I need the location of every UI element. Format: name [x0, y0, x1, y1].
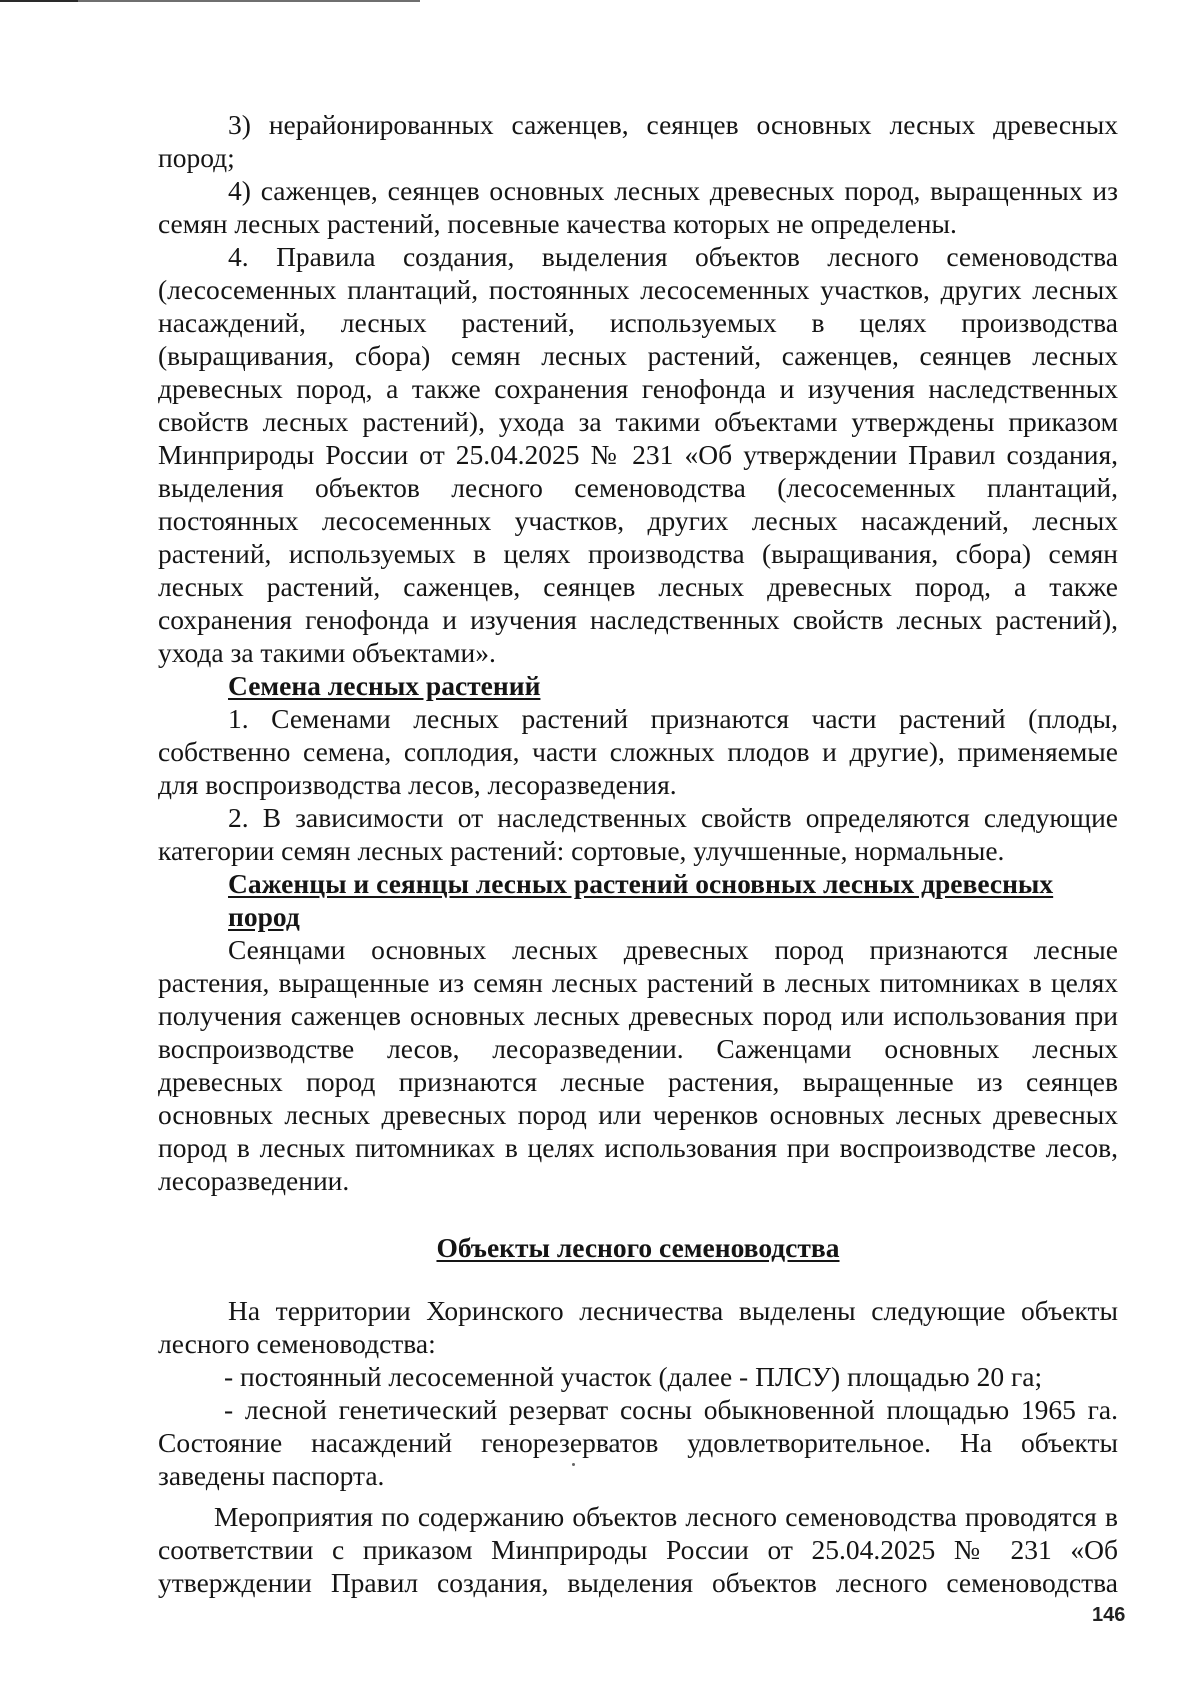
page-number: 146	[1092, 1604, 1126, 1626]
seedlings-heading: Саженцы и сеянцы лесных растений основных лесных древесных пород	[228, 868, 1054, 932]
objects-item-plsu: - постоянный лесосеменной участок (далее - ПЛСУ) площадью 20 га;	[224, 1361, 1043, 1392]
scan-top-edge-dark	[0, 0, 78, 2]
section-spacer	[158, 1197, 1118, 1231]
seeds-heading: Семена лесных растений	[228, 670, 541, 701]
objects-intro: На территории Хоринского лесничества выделены следующие объекты лесного семеноводства:	[158, 1295, 1118, 1359]
list-item-3: 3) нерайонированных саженцев, сеянцев основных лесных древесных пород;	[158, 109, 1118, 173]
measures-paragraph: Мероприятия по содержанию объектов лесного семеноводства проводятся в соответствии с приказом Минприроды России от 25.04.2025 № 231 «Об утверждении Правил создания, выделения объектов лесного семеноводства	[158, 1501, 1118, 1598]
list-item-4: 4) саженцев, сеянцев основных лесных древесных пород, выращенных из семян лесных растений, посевные качества которых не определены.	[158, 175, 1118, 239]
section-spacer	[158, 1264, 1118, 1294]
rules-paragraph: 4. Правила создания, выделения объектов лесного семеноводства (лесосеменных плантаций, постоянных лесосеменных участков, других лесных насаждений, лесных растений, используемых в целях производства (выращивания, сбора) семян лесных растений, саженцев, сеянцев лесных древесных пород, а также сохранения генофонда и изучения наследственных свойств лесных растений), ухода за такими объектами утверждены приказом Минприроды России от 25.04.2025 № 231 «Об утверждении Правил создания, выделения объектов лесного семеноводства (лесосеменных плантаций, постоянных лесосеменных участков, других лесных насаждений, лесных растений, используемых в целях производства (выращивания, сбора) семян лесных растений, саженцев, сеянцев лесных древесных пород, а также сохранения генофонда и изучения наследственных свойств лесных растений), ухода за такими объектами».	[158, 241, 1118, 668]
seeds-paragraph-1: 1. Семенами лесных растений признаются части растений (плоды, собственно семена, соплодия, части сложных плодов и другие), применяемые для воспроизводства лесов, лесоразведения.	[158, 703, 1118, 800]
seeds-paragraph-2: 2. В зависимости от наследственных свойств определяются следующие категории семян лесных растений: сортовые, улучшенные, нормальные.	[158, 802, 1118, 866]
seedlings-paragraph: Сеянцами основных лесных древесных пород признаются лесные растения, выращенные из семян лесных растений в лесных питомниках в целях получения саженцев основных лесных древесных пород или использования при воспроизводстве лесов, лесоразведении. Саженцами основных лесных древесных пород признаются лесные растения, выращенные из сеянцев основных лесных древесных пород или черенков основных лесных древесных пород в лесных питомниках в целях использования при воспроизводстве лесов, лесоразведении.	[158, 934, 1118, 1196]
document-page	[158, 108, 1118, 1599]
objects-item-reserve: - лесной генетический резерват сосны обыкновенной площадью 1965 га. Состояние насаждений генорезерватов удовлетворительное. На объекты заведены паспорта.	[158, 1394, 1118, 1491]
objects-heading: Объекты лесного семеноводства	[436, 1232, 840, 1263]
scan-speck	[572, 1463, 575, 1466]
paragraph-spacer	[158, 1492, 1118, 1500]
